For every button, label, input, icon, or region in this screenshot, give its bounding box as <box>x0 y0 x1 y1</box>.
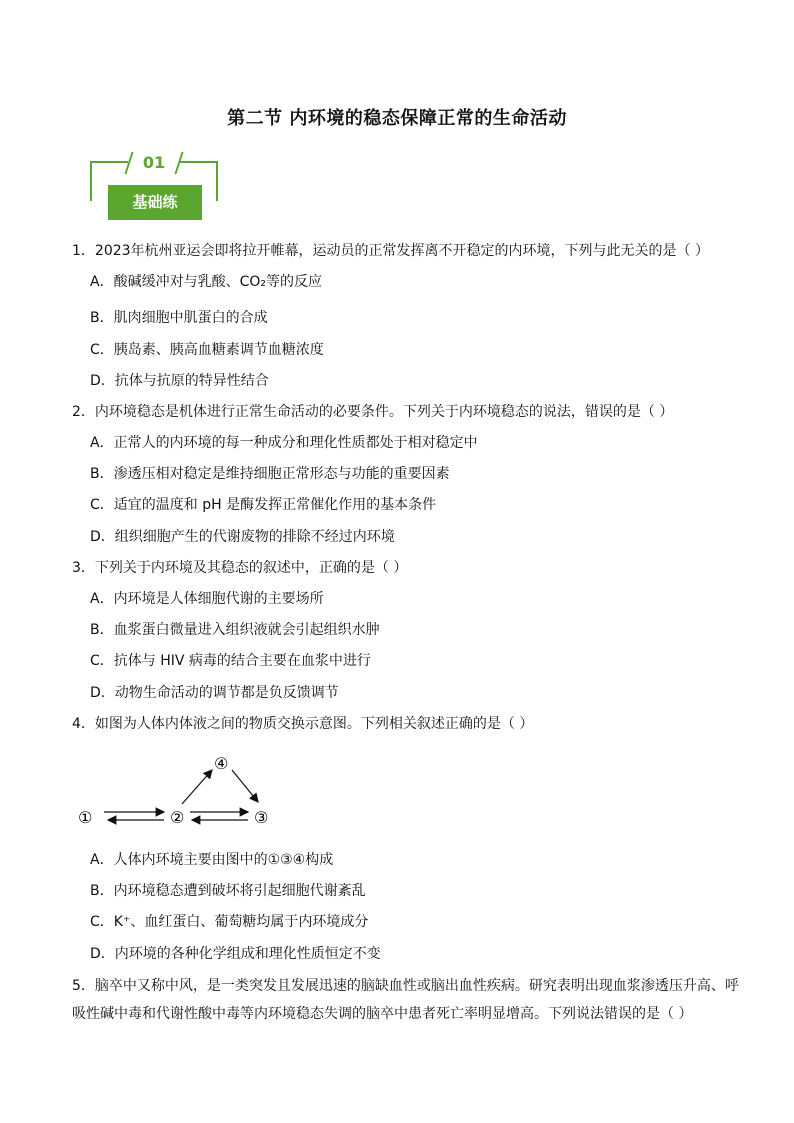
question-4-option-a: A．人体内环境主要由图中的①③④构成 <box>90 852 334 868</box>
question-3-option-a: A．内环境是人体细胞代谢的主要场所 <box>90 591 324 607</box>
question-3-option-c: C．抗体与 HIV 病毒的结合主要在血浆中进行 <box>90 653 371 669</box>
question-1-option-a: A．酸碱缓冲对与乳酸、CO₂等的反应 <box>90 274 322 290</box>
question-1-option-c: C．胰岛素、胰高血糖素调节血糖浓度 <box>90 342 324 358</box>
diagram-node-4: ④ <box>214 754 229 773</box>
badge-number: 01 <box>128 153 180 173</box>
badge-label: 基础练 <box>108 185 202 220</box>
page-title: 第二节 内环境的稳态保障正常的生命活动 <box>227 108 567 129</box>
question-4-stem: 4．如图为人体内体液之间的物质交换示意图。下列相关叙述正确的是（ ） <box>72 716 534 732</box>
question-4-option-c: C．K⁺、血红蛋白、葡萄糖均属于内环境成分 <box>90 914 369 930</box>
diagram-node-3: ③ <box>254 808 269 827</box>
question-2-option-d: D．组织细胞产生的代谢废物的排除不经过内环境 <box>90 529 395 545</box>
diagram-node-1: ① <box>78 808 93 827</box>
arrow-2-to-4 <box>182 770 212 804</box>
question-1-option-b: B．肌肉细胞中肌蛋白的合成 <box>90 310 268 326</box>
question-3-option-b: B．血浆蛋白微量进入组织液就会引起组织水肿 <box>90 622 380 638</box>
question-1-option-d: D．抗体与抗原的特异性结合 <box>90 373 269 389</box>
question-2-option-c: C．适宜的温度和 pH 是酶发挥正常催化作用的基本条件 <box>90 497 437 513</box>
question-5-stem: 5．脑卒中又称中风，是一类突发且发展迅速的脑缺血性或脑出血性疾病。研究表明出现血浆渗透压升高、呼吸性碱中毒和代谢性酸中毒等内环境稳态失调的脑卒中患者死亡率明显增高。下列说法错误的是（ ） <box>72 978 739 1022</box>
diagram-node-2: ② <box>170 808 185 827</box>
question-4-option-b: B．内环境稳态遭到破坏将引起细胞代谢紊乱 <box>90 883 366 899</box>
question-2-option-a: A．正常人的内环境的每一种成分和理化性质都处于相对稳定中 <box>90 435 478 451</box>
question-1-stem: 1．2023年杭州亚运会即将拉开帷幕，运动员的正常发挥离不开稳定的内环境，下列与此无关的是（ ） <box>72 243 709 259</box>
question-2-option-b: B．渗透压相对稳定是维持细胞正常形态与功能的重要因素 <box>90 466 450 482</box>
fluid-exchange-diagram <box>72 748 292 832</box>
arrow-4-to-3 <box>232 770 258 802</box>
question-3-stem: 3．下列关于内环境及其稳态的叙述中，正确的是（ ） <box>72 560 408 576</box>
question-4-option-d: D．内环境的各种化学组成和理化性质恒定不变 <box>90 946 381 962</box>
section-badge <box>90 152 220 224</box>
question-2-stem: 2．内环境稳态是机体进行正常生命活动的必要条件。下列关于内环境稳态的说法，错误的是（ ） <box>72 404 674 420</box>
question-3-option-d: D．动物生命活动的调节都是负反馈调节 <box>90 685 339 701</box>
